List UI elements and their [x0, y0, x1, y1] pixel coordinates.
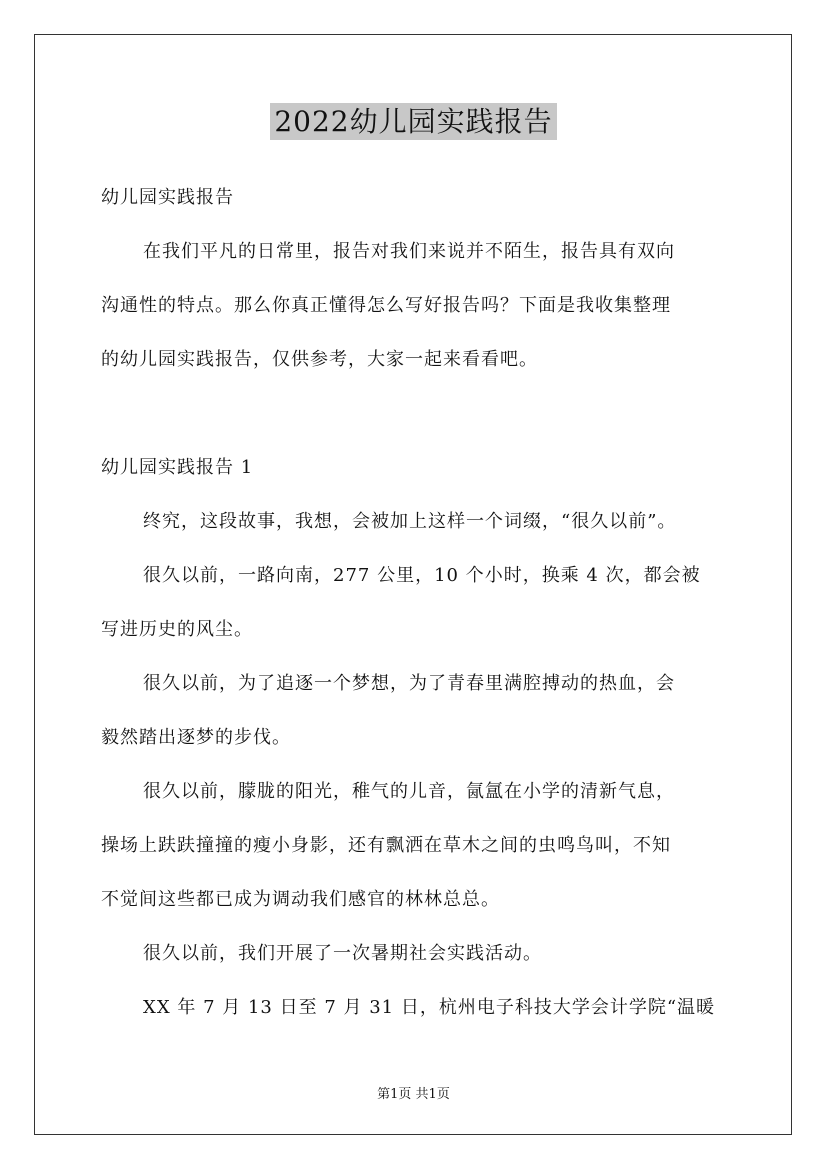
intro-line-2: 沟通性的特点。那么你真正懂得怎么写好报告吗？下面是我收集整理 [101, 295, 671, 316]
paragraph-4-line-2: 操场上趺趺撞撞的瘦小身影，还有飘洒在草木之间的虫鸣鸟叫，不知 [101, 835, 671, 856]
paragraph-3-line-1: 很久以前，为了追逐一个梦想，为了青春里满腔搏动的热血，会 [143, 673, 675, 694]
page-footer: 第1页 共1页 [377, 1087, 450, 1102]
paragraph-6-line-1: XX 年 7 月 13 日至 7 月 31 日，杭州电子科技大学会计学院“温暖 [143, 997, 716, 1018]
paragraph-2-line-1: 很久以前，一路向南，277 公里，10 个小时，换乘 4 次，都会被 [143, 565, 701, 586]
document-title: 2022幼儿园实践报告 [270, 103, 556, 140]
paragraph-4-line-3: 不觉间这些都已成为调动我们感官的林林总总。 [101, 889, 500, 910]
paragraph-5: 很久以前，我们开展了一次暑期社会实践活动。 [143, 943, 542, 964]
paragraph-3-line-2: 毅然踏出逐梦的步伐。 [101, 727, 291, 748]
document-title-wrap [0, 100, 827, 140]
report-heading: 幼儿园实践报告 1 [101, 457, 254, 478]
section-heading: 幼儿园实践报告 [101, 187, 234, 208]
paragraph-2-line-2: 写进历史的风尘。 [101, 619, 253, 640]
paragraph-4-line-1: 很久以前，朦胧的阳光，稚气的儿音，氤氲在小学的清新气息， [143, 781, 675, 802]
intro-line-1: 在我们平凡的日常里，报告对我们来说并不陌生，报告具有双向 [143, 241, 675, 262]
paragraph-1: 终究，这段故事，我想，会被加上这样一个词缀，“很久以前”。 [143, 511, 677, 532]
intro-line-3: 的幼儿园实践报告，仅供参考，大家一起来看看吧。 [101, 349, 538, 370]
